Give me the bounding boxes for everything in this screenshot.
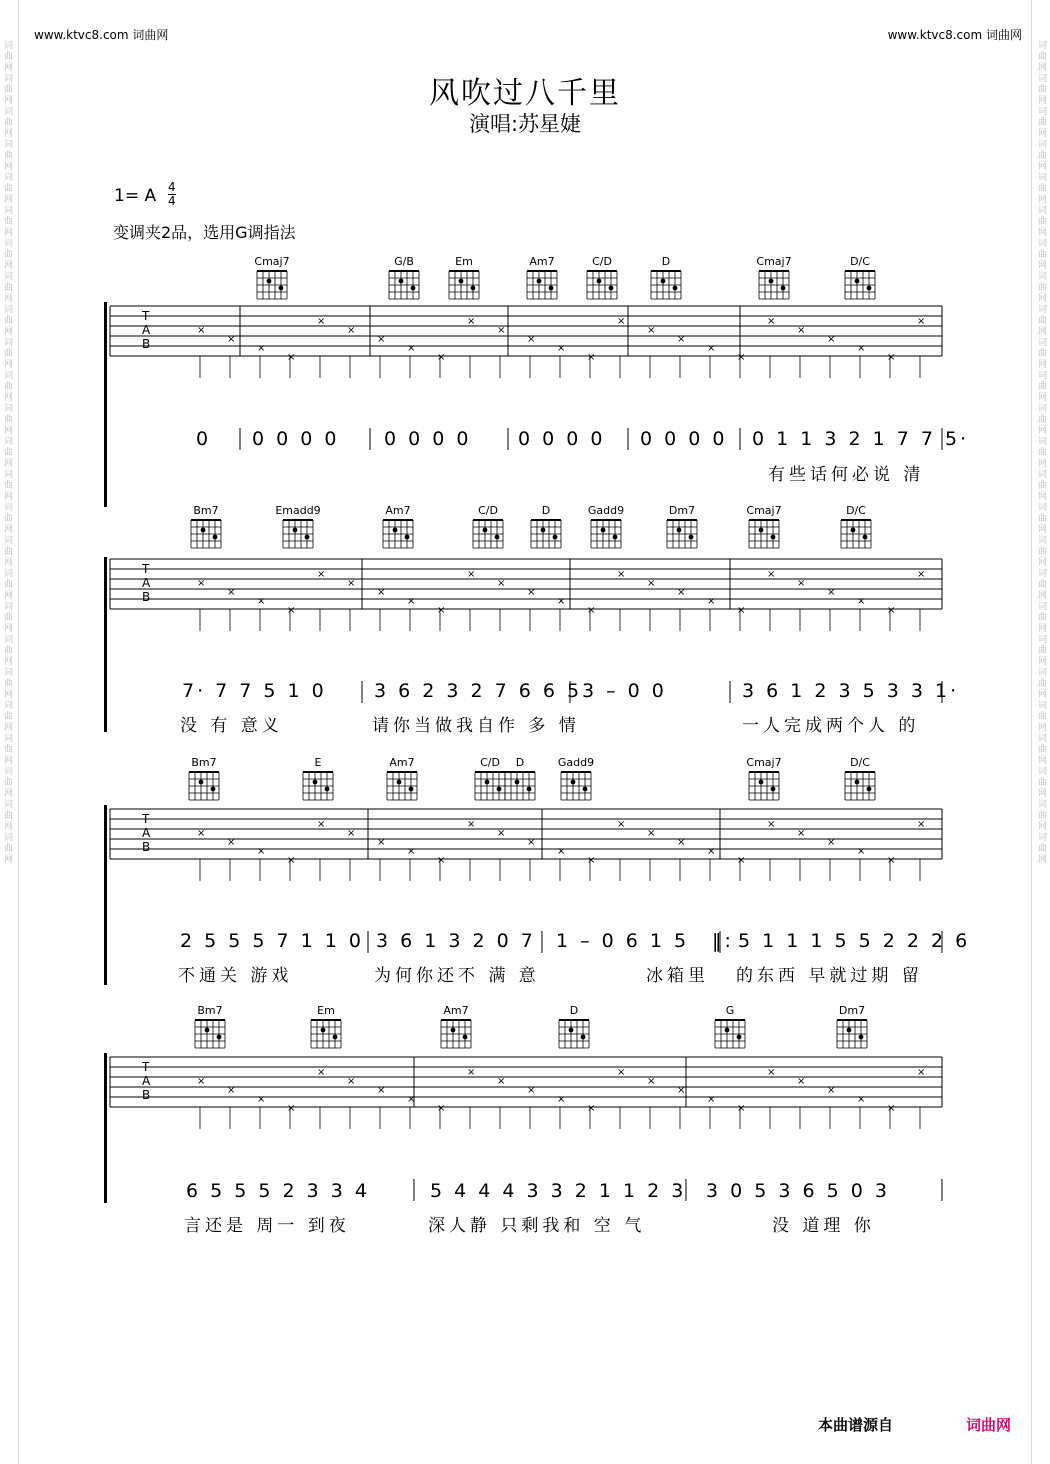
chord-name: D	[515, 756, 525, 769]
note-mark: ×	[317, 819, 326, 830]
chord-finger-dot	[759, 780, 764, 785]
tab-clef-letter: A	[142, 323, 151, 337]
footer-site-link[interactable]: 词曲网	[966, 1416, 1012, 1434]
chord-finger-dot	[855, 780, 860, 785]
note-mark: ×	[497, 578, 506, 589]
capo-note: 变调夹2品，选用G调指法	[113, 223, 296, 242]
note-mark: ×	[377, 837, 386, 848]
chord-finger-dot	[549, 286, 554, 291]
chord-finger-dot	[399, 279, 404, 284]
chord-finger-dot	[397, 780, 402, 785]
lyrics-line-2c: 一人完成两个人 的	[742, 716, 920, 736]
chord-finger-dot	[537, 279, 542, 284]
jianpu-line-1d: 0 0 0 0	[518, 428, 606, 450]
chord-name: D	[661, 255, 671, 268]
chord-finger-dot	[333, 1035, 338, 1040]
note-mark: ×	[917, 316, 926, 327]
note-mark: ×	[347, 1076, 356, 1087]
chord-finger-dot	[855, 279, 860, 284]
note-mark: ×	[617, 316, 626, 327]
note-mark: ×	[737, 1103, 746, 1114]
tab-clef-letter: B	[142, 1088, 151, 1102]
note-mark: ×	[467, 819, 476, 830]
chord-finger-dot	[661, 279, 666, 284]
note-mark: ×	[227, 837, 236, 848]
chord-name: Cmaj7	[254, 255, 290, 268]
right-watermark: 词曲网词曲网词曲网词曲网词曲网词曲网词曲网词曲网词曲网词曲网词曲网词曲网词曲网词曲网词曲网词曲网词曲网词曲网词曲网词曲网词曲网词曲网词曲网词曲网词曲网	[1036, 40, 1046, 865]
chord-finger-dot	[515, 780, 520, 785]
jianpu-line-1e: 0 0 0 0	[640, 428, 728, 450]
chord-finger-dot	[781, 286, 786, 291]
chord-name: D/C	[850, 756, 870, 769]
chord-finger-dot	[211, 787, 216, 792]
chord-finger-dot	[759, 528, 764, 533]
note-mark: ×	[437, 1103, 446, 1114]
note-mark: ×	[797, 578, 806, 589]
tab-clef-letter: A	[142, 826, 151, 840]
note-mark: ×	[707, 596, 716, 607]
chord-name: Bm7	[193, 504, 219, 517]
header-site-right: www.ktvc8.com 词曲网	[887, 28, 1022, 42]
tab-clef-letter: A	[142, 1074, 151, 1088]
chord-finger-dot	[597, 279, 602, 284]
note-mark: ×	[647, 1076, 656, 1087]
lyrics-line-3b: 为何你还不 满 意	[374, 966, 540, 986]
note-mark: ×	[467, 569, 476, 580]
note-mark: ×	[857, 343, 866, 354]
tab-clef-letter: T	[142, 812, 150, 826]
chord-name: Gadd9	[587, 504, 625, 517]
chord-finger-dot	[267, 279, 272, 284]
jianpu-line-3c: 1 – 0 6 1 5	[556, 930, 690, 952]
chord-finger-dot	[581, 1035, 586, 1040]
note-mark: ×	[467, 316, 476, 327]
chord-name: Cmaj7	[746, 756, 782, 769]
chord-finger-dot	[305, 535, 310, 540]
chord-finger-dot	[859, 1035, 864, 1040]
note-mark: ×	[827, 837, 836, 848]
note-mark: ×	[617, 1067, 626, 1078]
tab-clef-letter: T	[142, 1060, 150, 1074]
chord-finger-dot	[405, 535, 410, 540]
note-mark: ×	[617, 819, 626, 830]
jianpu-line-1: 0	[196, 428, 212, 450]
lyrics-line-4c: 没 道理 你	[772, 1216, 875, 1236]
left-watermark: 词曲网词曲网词曲网词曲网词曲网词曲网词曲网词曲网词曲网词曲网词曲网词曲网词曲网词曲网词曲网词曲网词曲网词曲网词曲网词曲网词曲网词曲网词曲网词曲网词曲网	[2, 40, 12, 865]
note-mark: ×	[557, 596, 566, 607]
note-mark: ×	[227, 1085, 236, 1096]
note-mark: ×	[287, 1103, 296, 1114]
jianpu-line-4c: 3 0 5 3 6 5 0 3	[706, 1180, 890, 1202]
note-mark: ×	[227, 334, 236, 345]
jianpu-line-4b: 5 4 4 4 3 3 2 1 1 2 3	[430, 1180, 687, 1202]
chord-finger-dot	[485, 780, 490, 785]
note-mark: ×	[857, 846, 866, 857]
note-mark: ×	[197, 1076, 206, 1087]
note-mark: ×	[407, 343, 416, 354]
note-mark: ×	[257, 846, 266, 857]
note-mark: ×	[407, 846, 416, 857]
note-mark: ×	[557, 846, 566, 857]
tab-clef-letter: T	[142, 309, 150, 323]
tab-clef-letter: A	[142, 576, 151, 590]
chord-name: G/B	[394, 255, 414, 268]
chord-name: Em	[317, 1004, 335, 1017]
key-signature: 1= A	[114, 186, 157, 206]
note-mark: ×	[467, 1067, 476, 1078]
tab-clef-letter: B	[142, 840, 151, 854]
time-signature: $\frac{4}{4}$	[168, 180, 176, 208]
chord-finger-dot	[677, 528, 682, 533]
jianpu-line-1b: 0 0 0 0	[252, 428, 340, 450]
note-mark: ×	[887, 855, 896, 866]
chord-name: Em	[455, 255, 473, 268]
note-mark: ×	[587, 855, 596, 866]
chord-finger-dot	[527, 787, 532, 792]
chord-finger-dot	[409, 787, 414, 792]
chord-finger-dot	[867, 787, 872, 792]
chord-finger-dot	[463, 1035, 468, 1040]
chord-finger-dot	[451, 1028, 456, 1033]
lyrics-line-4b: 深人静 只剩我和 空 气	[428, 1216, 646, 1236]
chord-finger-dot	[313, 780, 318, 785]
note-mark: ×	[647, 828, 656, 839]
jianpu-line-4a: 6 5 5 5 2 3 3 4	[186, 1180, 370, 1202]
chord-finger-dot	[199, 780, 204, 785]
note-mark: ×	[707, 343, 716, 354]
note-mark: ×	[287, 605, 296, 616]
chord-name: C/D	[478, 504, 498, 517]
chord-finger-dot	[321, 1028, 326, 1033]
lyrics-line-1: 有些话何必说 清	[768, 465, 925, 485]
chord-finger-dot	[471, 286, 476, 291]
chord-name: D	[569, 1004, 579, 1017]
note-mark: ×	[377, 334, 386, 345]
chord-finger-dot	[553, 535, 558, 540]
song-title: 风吹过八千里	[429, 76, 621, 111]
chord-name: Emadd9	[275, 504, 321, 517]
note-mark: ×	[677, 1085, 686, 1096]
note-mark: ×	[587, 1103, 596, 1114]
note-mark: ×	[347, 325, 356, 336]
footer-source: 本曲谱源自	[818, 1416, 894, 1434]
lyrics-line-2a: 没 有 意义	[180, 716, 283, 736]
note-mark: ×	[827, 334, 836, 345]
jianpu-line-3b: 3 6 1 3 2 0 7	[376, 930, 536, 952]
lyrics-line-3d: 的东西 早就过期 留	[736, 966, 923, 986]
note-mark: ×	[797, 828, 806, 839]
lyrics-line-4a: 言还是 周一 到夜	[184, 1216, 350, 1236]
singer-credit: 演唱:苏星婕	[468, 112, 582, 136]
chord-finger-dot	[769, 279, 774, 284]
note-mark: ×	[377, 587, 386, 598]
chord-finger-dot	[495, 535, 500, 540]
lyrics-line-3c: 冰箱里	[646, 966, 709, 986]
chord-finger-dot	[771, 787, 776, 792]
note-mark: ×	[497, 325, 506, 336]
note-mark: ×	[407, 1094, 416, 1105]
jianpu-line-3a: 2 5 5 5 7 1 1 0	[180, 930, 364, 952]
note-mark: ×	[737, 605, 746, 616]
chord-name: Am7	[389, 756, 415, 769]
chord-finger-dot	[205, 1028, 210, 1033]
note-mark: ×	[707, 846, 716, 857]
chord-finger-dot	[771, 535, 776, 540]
note-mark: ×	[917, 569, 926, 580]
chord-finger-dot	[393, 528, 398, 533]
chord-name: D/C	[846, 504, 866, 517]
note-mark: ×	[287, 855, 296, 866]
note-mark: ×	[347, 578, 356, 589]
chord-finger-dot	[689, 535, 694, 540]
jianpu-line-2a: 7· 7 7 5 1 0	[182, 680, 327, 702]
note-mark: ×	[767, 819, 776, 830]
chord-name: D	[541, 504, 551, 517]
chord-name: Am7	[443, 1004, 469, 1017]
jianpu-line-3d: 5 1 1 1 5 5 2 2 2 6	[738, 930, 971, 952]
jianpu-line-1f: 0 1 1 3 2 1 7 7 5·	[752, 428, 970, 450]
chord-name: C/D	[480, 756, 500, 769]
lyrics-line-2b: 请你当做我自作 多 情	[372, 716, 580, 736]
note-mark: ×	[377, 1085, 386, 1096]
chord-name: Dm7	[838, 1004, 866, 1017]
note-mark: ×	[737, 352, 746, 363]
note-mark: ×	[437, 352, 446, 363]
note-mark: ×	[767, 316, 776, 327]
chord-finger-dot	[411, 286, 416, 291]
note-mark: ×	[557, 1094, 566, 1105]
note-mark: ×	[497, 828, 506, 839]
note-mark: ×	[257, 1094, 266, 1105]
jianpu-line-2b: 3 6 2 3 2 7 6 6 5	[374, 680, 583, 702]
chord-finger-dot	[569, 1028, 574, 1033]
note-mark: ×	[827, 587, 836, 598]
chord-finger-dot	[867, 286, 872, 291]
chord-finger-dot	[497, 787, 502, 792]
note-mark: ×	[617, 569, 626, 580]
chord-finger-dot	[583, 787, 588, 792]
chord-name: Dm7	[668, 504, 696, 517]
chord-finger-dot	[279, 286, 284, 291]
chord-name: G	[725, 1004, 735, 1017]
note-mark: ×	[197, 325, 206, 336]
chord-finger-dot	[217, 1035, 222, 1040]
chord-name: Cmaj7	[746, 504, 782, 517]
note-mark: ×	[737, 855, 746, 866]
jianpu-line-2c: 3 – 0 0	[582, 680, 667, 702]
jianpu-line-1c: 0 0 0 0	[384, 428, 472, 450]
chord-finger-dot	[571, 780, 576, 785]
note-mark: ×	[917, 819, 926, 830]
chord-finger-dot	[609, 286, 614, 291]
note-mark: ×	[707, 1094, 716, 1105]
tab-clef-letter: T	[142, 562, 150, 576]
note-mark: ×	[917, 1067, 926, 1078]
note-mark: ×	[647, 325, 656, 336]
chord-name: D/C	[850, 255, 870, 268]
note-mark: ×	[767, 1067, 776, 1078]
note-mark: ×	[857, 596, 866, 607]
chord-finger-dot	[459, 279, 464, 284]
note-mark: ×	[197, 578, 206, 589]
note-mark: ×	[887, 605, 896, 616]
chord-name: Bm7	[197, 1004, 223, 1017]
chord-name: Am7	[385, 504, 411, 517]
note-mark: ×	[557, 343, 566, 354]
note-mark: ×	[317, 569, 326, 580]
chord-finger-dot	[213, 535, 218, 540]
note-mark: ×	[587, 352, 596, 363]
note-mark: ×	[677, 587, 686, 598]
chord-finger-dot	[325, 787, 330, 792]
chord-finger-dot	[483, 528, 488, 533]
note-mark: ×	[317, 1067, 326, 1078]
note-mark: ×	[437, 855, 446, 866]
chord-finger-dot	[201, 528, 206, 533]
chord-name: Am7	[529, 255, 555, 268]
note-mark: ×	[677, 334, 686, 345]
lyrics-line-3a: 不通关 游戏	[178, 966, 293, 986]
note-mark: ×	[797, 1076, 806, 1087]
chord-finger-dot	[847, 1028, 852, 1033]
note-mark: ×	[887, 352, 896, 363]
note-mark: ×	[287, 352, 296, 363]
note-mark: ×	[527, 587, 536, 598]
note-mark: ×	[527, 837, 536, 848]
note-mark: ×	[797, 325, 806, 336]
note-mark: ×	[677, 837, 686, 848]
chord-finger-dot	[673, 286, 678, 291]
note-mark: ×	[437, 605, 446, 616]
note-mark: ×	[827, 1085, 836, 1096]
note-mark: ×	[347, 828, 356, 839]
note-mark: ×	[257, 596, 266, 607]
note-mark: ×	[527, 1085, 536, 1096]
chord-finger-dot	[541, 528, 546, 533]
note-mark: ×	[527, 334, 536, 345]
note-mark: ×	[407, 596, 416, 607]
chord-name: C/D	[592, 255, 612, 268]
note-mark: ×	[257, 343, 266, 354]
chord-name: Cmaj7	[756, 255, 792, 268]
tab-clef-letter: B	[142, 590, 151, 604]
chord-name: Gadd9	[557, 756, 595, 769]
chord-name: Bm7	[191, 756, 217, 769]
chord-finger-dot	[851, 528, 856, 533]
chord-name: E	[314, 756, 322, 769]
note-mark: ×	[227, 587, 236, 598]
chord-finger-dot	[293, 528, 298, 533]
chord-finger-dot	[613, 535, 618, 540]
note-mark: ×	[317, 316, 326, 327]
chord-finger-dot	[725, 1028, 730, 1033]
jianpu-repeat-sign: ‖:	[712, 930, 734, 952]
note-mark: ×	[497, 1076, 506, 1087]
chord-finger-dot	[601, 528, 606, 533]
tab-clef-letter: B	[142, 337, 151, 351]
note-mark: ×	[767, 569, 776, 580]
note-mark: ×	[587, 605, 596, 616]
chord-finger-dot	[863, 535, 868, 540]
note-mark: ×	[857, 1094, 866, 1105]
chord-finger-dot	[737, 1035, 742, 1040]
note-mark: ×	[887, 1103, 896, 1114]
jianpu-line-2d: 3 6 1 2 3 5 3 3 1·	[742, 680, 960, 702]
header-site-left: www.ktvc8.com 词曲网	[34, 28, 169, 42]
note-mark: ×	[197, 828, 206, 839]
note-mark: ×	[647, 578, 656, 589]
